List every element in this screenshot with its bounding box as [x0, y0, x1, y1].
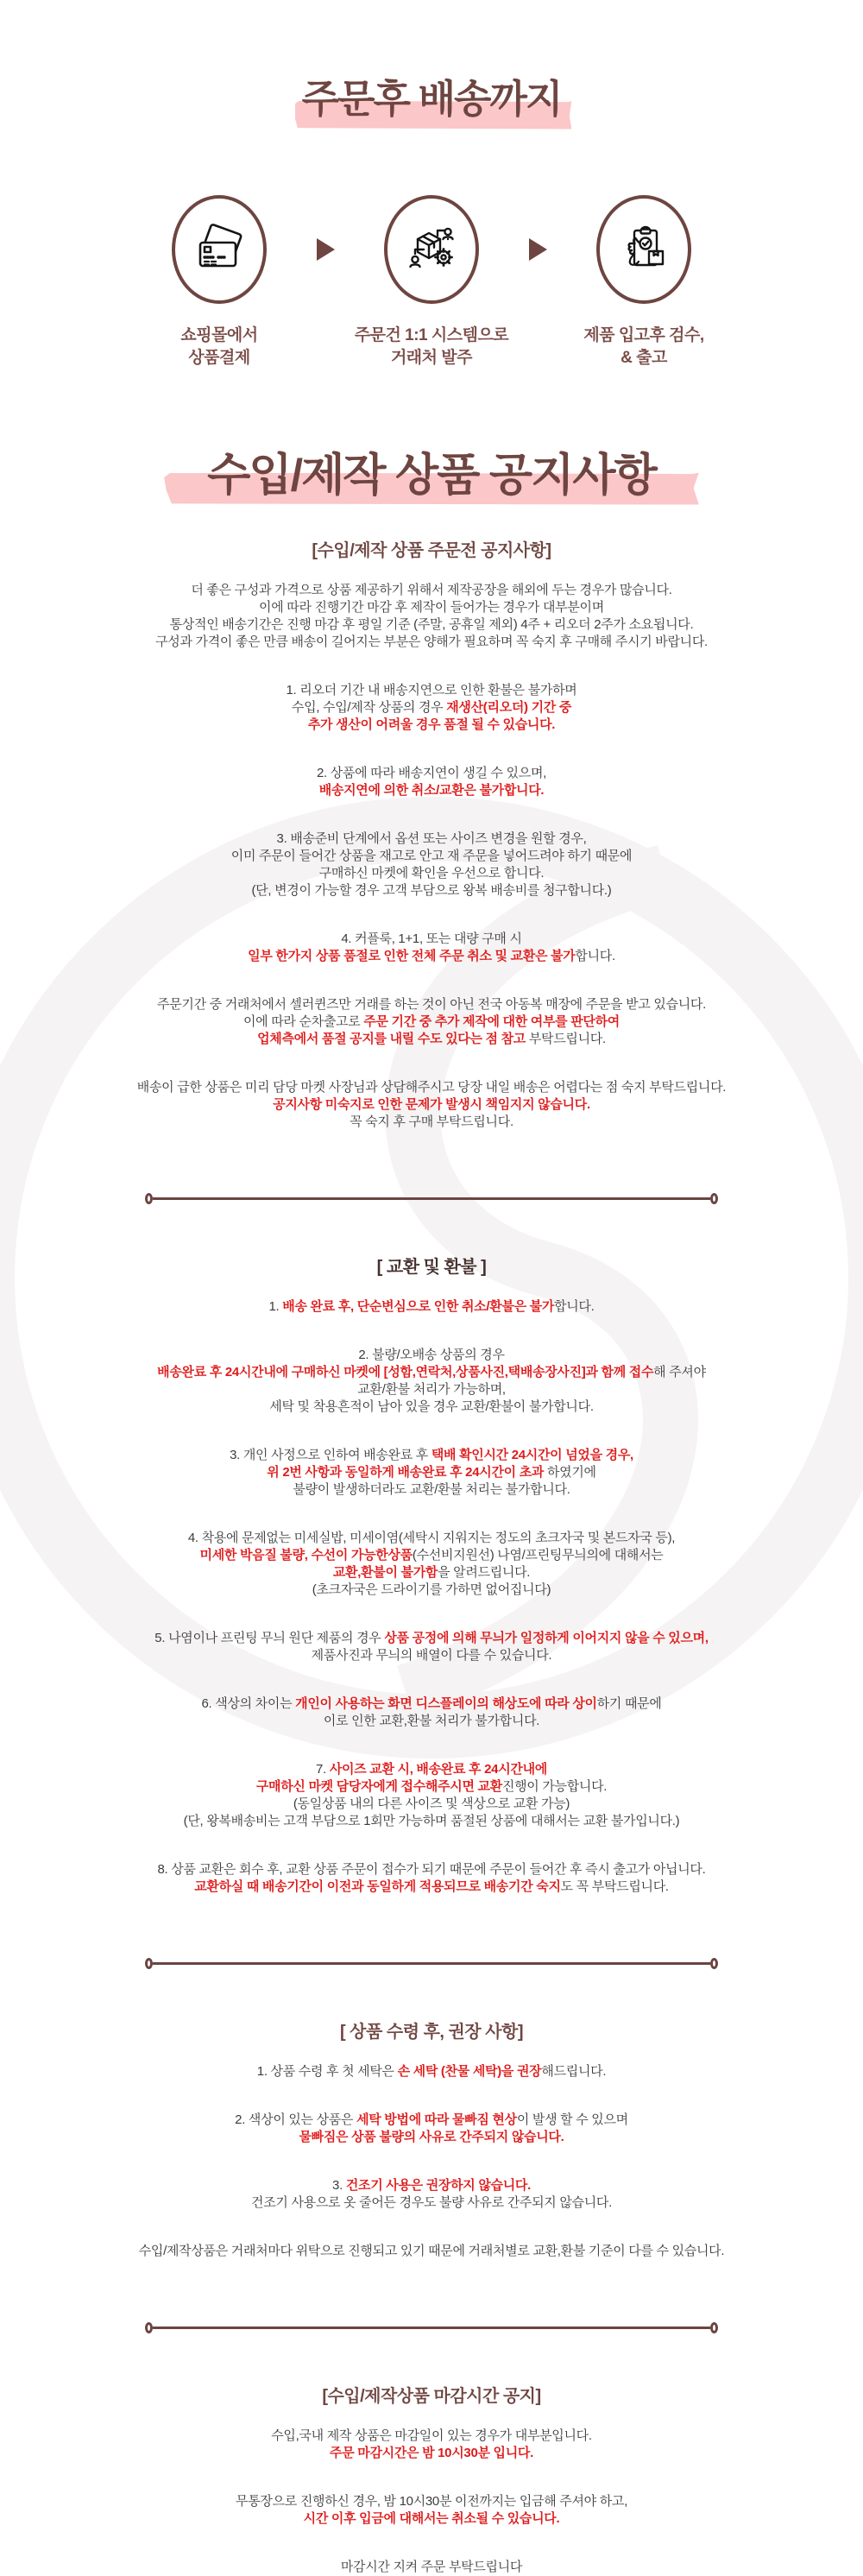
notice-line [35, 717, 828, 734]
red-emphasis-text: 물빠짐은 상품 불량의 사유로 간주되지 않습니다. [299, 2129, 564, 2144]
body-text: 2. 불량/오배송 상품의 경우 [358, 1347, 505, 1362]
body-text: 이에 따라 순차출고로 [243, 1013, 364, 1029]
notice-line [35, 1630, 828, 1647]
notice-paragraph [35, 1761, 828, 1830]
notice-line [35, 1647, 828, 1664]
notice-paragraph [35, 1079, 828, 1131]
red-emphasis-text: 교환,환불이 불가함 [332, 1564, 438, 1580]
notice-line [35, 1013, 828, 1031]
red-emphasis-text: 상품 공정에 의해 무늬가 일정하게 이어지지 않을 수 있으며, [384, 1630, 709, 1645]
notice-line [35, 865, 828, 882]
body-text: 하였기에 [544, 1464, 596, 1480]
notice-line [35, 1582, 828, 1599]
notice-line [35, 2243, 828, 2260]
notice-line [35, 2194, 828, 2212]
notice-line [35, 1114, 828, 1131]
notice-line [35, 1398, 828, 1416]
body-text: 세탁 및 착용흔적이 남아 있을 경우 교환/환불이 불가합니다. [269, 1398, 594, 1414]
notice-line [35, 2063, 828, 2080]
body-text: 6. 색상의 차이는 [201, 1695, 296, 1711]
notice-line [35, 782, 828, 799]
red-emphasis-text: 주문 마감시간은 밤 10시30분 입니다. [330, 2445, 533, 2460]
notice-paragraph [35, 1347, 828, 1416]
notice-line [35, 1564, 828, 1582]
divider-line [153, 1962, 710, 1965]
body-text: 건조기 사용으로 옷 줄어든 경우도 불량 사유로 간주되지 않습니다. [251, 2194, 612, 2210]
notice-paragraph [35, 2559, 828, 2576]
body-text: 수입, 수입/제작 상품의 경우 [291, 699, 447, 715]
notice-line [35, 1878, 828, 1896]
body-text: (동일상품 내의 다른 사이즈 및 색상으로 교환 가능) [293, 1796, 570, 1811]
body-text: 2. 색상이 있는 상품은 [235, 2112, 357, 2127]
body-text: 불량이 발생하더라도 교환/환불 처리는 불가합니다. [293, 1481, 570, 1497]
red-emphasis-text: 공지사항 미숙지로 인한 문제가 발생시 책임지지 않습니다. [273, 1096, 590, 1112]
notice-paragraph [35, 1447, 828, 1499]
notice-line [35, 2493, 828, 2510]
body-text: 배송이 급한 상품은 미리 담당 마켓 사장님과 상담해주시고 당장 내일 배송은 어렵다는 점 숙지 부탁드립니다. [136, 1079, 727, 1095]
notice-line [35, 1530, 828, 1547]
notice-line [35, 582, 828, 599]
body-text: 부탁드립니다. [525, 1031, 606, 1046]
notice-paragraph [35, 1630, 828, 1664]
inspection-shipping-icon [617, 223, 671, 276]
notice-line [35, 1547, 828, 1564]
body-text: 7. [316, 1761, 330, 1777]
body-text: 을 알려드립니다. [438, 1564, 531, 1580]
notice-line [35, 848, 828, 865]
body-text: 꼭 숙지 후 구매 부탁드립니다. [350, 1114, 513, 1129]
body-text: (단, 변경이 가능할 경우 고객 부담으로 왕복 배송비를 청구합니다.) [251, 882, 612, 898]
notice-paragraph [35, 2112, 828, 2146]
notice-line [35, 2559, 828, 2576]
section-heading: [수입/제작 상품 주문전 공지사항] [312, 540, 551, 560]
divider-end-circle [145, 2322, 153, 2333]
notice-paragraph [35, 2428, 828, 2462]
red-emphasis-text: 배송 완료 후, 단순변심으로 인한 취소/환불은 불가 [282, 1298, 555, 1314]
step-circle [384, 195, 479, 304]
notice-line [35, 1364, 828, 1381]
notice-line [35, 1031, 828, 1048]
notice-paragraph [35, 2243, 828, 2260]
body-text: (단, 왕복배송비는 고객 부담으로 1회만 가능하며 품절된 상품에 대해서는 교환 불가입니다.) [183, 1813, 680, 1828]
body-text: 1. 리오더 기간 내 배송지연으로 인한 환불은 불가하며 [286, 682, 577, 698]
body-text: 해 주셔야 [653, 1364, 706, 1380]
notice-line [35, 1347, 828, 1364]
red-emphasis-text: 시간 이후 입금에 대해서는 취소될 수 있습니다. [303, 2510, 560, 2526]
notice-line [35, 2177, 828, 2194]
notice-paragraph [35, 1530, 828, 1599]
order-process-row [0, 195, 863, 369]
body-text: 이로 인한 교환,환불 처리가 불가합니다. [323, 1713, 540, 1728]
notice-line [35, 830, 828, 848]
notice-paragraph [35, 682, 828, 734]
notice-paragraph [35, 1695, 828, 1730]
section-heading: [수입/제작상품 마감시간 공지] [322, 2386, 541, 2406]
notice-line [35, 682, 828, 699]
notice-line [35, 996, 828, 1013]
notice-paragraph [35, 1861, 828, 1896]
section-heading: [ 상품 수령 후, 권장 사항] [339, 2022, 524, 2042]
body-text: 해드립니다. [541, 2063, 607, 2079]
divider-line [153, 1197, 710, 1200]
section-divider [145, 1193, 718, 1204]
notice-line [35, 2129, 828, 2146]
notice-paragraph [35, 582, 828, 651]
section-heading: [ 교환 및 환불 ] [376, 1257, 487, 1277]
body-text: 8. 상품 교환은 회수 후, 교환 상품 주문이 접수가 되기 때문에 주문이 들어간 후 즉시 출고가 아닙니다. [157, 1861, 706, 1877]
body-text: 수입,국내 제작 상품은 마감일이 있는 경우가 대부분입니다. [271, 2428, 592, 2443]
notice-paragraph [35, 1298, 828, 1316]
right-triangle-arrow-icon [529, 238, 547, 261]
divider-end-circle [145, 1958, 153, 1969]
step-circle [596, 195, 691, 304]
notice-line [35, 2112, 828, 2129]
body-text: 주문기간 중 거래처에서 셀러퀸즈만 거래를 하는 것이 아닌 전국 아동복 매장에 주문을 받고 있습니다. [157, 996, 706, 1012]
right-triangle-arrow-icon [317, 238, 335, 261]
section-divider [145, 1958, 718, 1969]
process-step-order-system [335, 195, 529, 369]
body-text: 무통장으로 진행하신 경우, 밤 10시30분 이전까지는 입금해 주셔야 하고, [236, 2493, 627, 2509]
red-emphasis-text: 업체측에서 품절 공지를 내릴 수도 있다는 점 참고 [257, 1031, 526, 1046]
body-text: 합니다. [575, 948, 615, 963]
process-step-inspection [547, 195, 741, 369]
divider-line [153, 2327, 710, 2329]
notice-line [35, 2445, 828, 2462]
body-text: 이미 주문이 들어간 상품을 재고로 안고 재 주문을 넣어드려야 하기 때문에 [230, 848, 633, 863]
notice-line [35, 634, 828, 651]
body-text: 3. 배송준비 단계에서 옵션 또는 사이즈 변경을 원할 경우, [276, 830, 587, 846]
red-emphasis-text: 사이즈 교환 시, 배송완료 후 24시간내에 [329, 1761, 547, 1777]
red-emphasis-text: 건조기 사용은 권장하지 않습니다. [345, 2177, 531, 2193]
notice-line [35, 599, 828, 616]
red-emphasis-text: 세탁 방법에 따라 물빠짐 현상 [356, 2112, 517, 2127]
red-emphasis-text: 교환하실 때 배송기간이 이전과 동일하게 적용되므로 배송기간 숙지 [194, 1878, 561, 1894]
red-emphasis-text: 일부 한가지 상품 품절로 인한 전체 주문 취소 및 교환은 불가 [248, 948, 576, 963]
hero-section-1 [0, 0, 863, 121]
step-label: 주문건 1:1 시스템으로 거래처 발주 [354, 325, 509, 367]
notice-line [35, 1695, 828, 1713]
notice-line [35, 931, 828, 948]
step-label: 쇼핑몰에서 상품결제 [180, 325, 258, 367]
notice-line [35, 1381, 828, 1398]
notice-line [35, 1861, 828, 1878]
body-text: 제품사진과 무늬의 배열이 다를 수 있습니다. [311, 1647, 552, 1663]
notice-line [35, 1796, 828, 1813]
notice-paragraph [35, 2493, 828, 2528]
notice-title: 수입/제작 상품 공지사항 [207, 450, 656, 501]
red-emphasis-text: 주문 기간 중 추가 제작에 대한 여부를 판단하여 [363, 1013, 620, 1029]
order-system-icon [405, 223, 458, 276]
notice-line [35, 2510, 828, 2528]
body-text: 구매하신 마켓에 확인을 우선으로 합니다. [318, 865, 545, 881]
hero-section-2 [0, 452, 863, 500]
step-label: 제품 입고후 검수, & 출고 [583, 325, 704, 367]
body-text: 이 발생 할 수 있으며 [516, 2112, 628, 2127]
notice-line [35, 699, 828, 717]
credit-card-icon [192, 223, 246, 276]
red-emphasis-text: 개인이 사용하는 화면 디스플레이의 해상도에 따라 상이 [295, 1695, 597, 1711]
body-text: 더 좋은 구성과 가격으로 상품 제공하기 위해서 제작공장을 해외에 두는 경우가 많습니다. [191, 582, 672, 597]
notice-line [35, 882, 828, 900]
notice-paragraph [35, 765, 828, 799]
body-text: 1. [268, 1298, 283, 1314]
body-text: 마감시간 지켜 주문 부탁드립니다 [340, 2559, 523, 2574]
body-text: 2. 상품에 따라 배송지연이 생길 수 있으며, [316, 765, 547, 780]
body-text: 4. 착용에 문제없는 미세실밥, 미세이염(세탁시 지워지는 정도의 초크자국 및 본드자국 등), [187, 1530, 676, 1545]
red-emphasis-text: 위 2번 사항과 동일하게 배송완료 후 24시간이 초과 [267, 1464, 545, 1480]
notice-line [35, 1447, 828, 1464]
body-text: 1. 상품 수령 후 첫 세탁은 [256, 2063, 398, 2079]
process-step-payment [123, 195, 317, 369]
red-emphasis-text: 재생산(리오더) 기간 중 [446, 699, 572, 715]
body-text: 교환/환불 처리가 가능하며, [357, 1381, 506, 1397]
red-emphasis-text: 미세한 박음질 불량, 수선이 가능한상품 [199, 1547, 413, 1563]
body-text: 도 꼭 부탁드립니다. [560, 1878, 669, 1894]
body-text: 합니다. [554, 1298, 595, 1314]
body-text: 진행이 가능합니다. [501, 1778, 608, 1794]
notice-line [35, 1464, 828, 1481]
body-text: 3. 개인 사정으로 인하여 배송완료 후 [230, 1447, 432, 1462]
body-text: (수선비지원선) 나염/프린팅무늬의에 대해서는 [412, 1547, 664, 1563]
notice-line [35, 1713, 828, 1730]
red-emphasis-text: 택배 확인시간 24시간이 넘었을 경우, [431, 1447, 633, 1462]
divider-end-circle [710, 2322, 718, 2333]
red-emphasis-text: 손 세탁 (찬물 세탁)을 권장 [397, 2063, 542, 2079]
page-title: 주문후 배송까지 [301, 77, 562, 121]
red-emphasis-text: 배송완료 후 24시간내에 구매하신 마켓에 [성함,연락처,상품사진,택배송장사진]과 함께 접수 [157, 1364, 654, 1380]
body-text: 4. 커플룩, 1+1, 또는 대량 구매 시 [341, 931, 522, 946]
divider-end-circle [710, 1193, 718, 1204]
notice-paragraph [35, 2063, 828, 2080]
body-text: 수입/제작상품은 거래처마다 위탁으로 진행되고 있기 때문에 거래처별로 교환,환불 기준이 다를 수 있습니다. [138, 2243, 725, 2258]
notice-line [35, 1079, 828, 1096]
divider-end-circle [145, 1193, 153, 1204]
notice-paragraph [35, 830, 828, 900]
notice-line [35, 1096, 828, 1114]
notice-paragraph [35, 931, 828, 965]
notice-paragraph [35, 996, 828, 1048]
step-circle [172, 195, 267, 304]
red-emphasis-text: 구매하신 마켓 담당자에게 접수해주시면 교환 [255, 1778, 502, 1794]
notice-line [35, 1813, 828, 1830]
body-text: (초크자국은 드라이기를 가하면 없어집니다) [312, 1582, 551, 1597]
notice-line [35, 616, 828, 634]
body-text: 5. 나염이나 프린팅 무늬 원단 제품의 경우 [154, 1630, 385, 1645]
divider-end-circle [710, 1958, 718, 1969]
notice-paragraph [35, 2177, 828, 2212]
body-text: 3. [332, 2177, 346, 2193]
section-divider [145, 2322, 718, 2333]
body-text: 하기 때문에 [596, 1695, 662, 1711]
red-emphasis-text: 추가 생산이 어려울 경우 품절 될 수 있습니다. [307, 717, 556, 732]
notice-line [35, 1761, 828, 1778]
red-emphasis-text: 배송지연에 의한 취소/교환은 불가합니다. [318, 782, 545, 798]
body-text: 통상적인 배송기간은 진행 마감 후 평일 기준 (주말, 공휴일 제외) 4주 + 리오더 2주가 소요됩니다. [169, 616, 694, 632]
notice-line [35, 1778, 828, 1796]
body-text: 이에 따라 진행기간 마감 후 제작이 들어가는 경우가 대부분이며 [259, 599, 604, 615]
body-text: 구성과 가격이 좋은 만큼 배송이 길어지는 부분은 양해가 필요하며 꼭 숙지 후 구매해 주시기 바랍니다. [155, 634, 708, 649]
notice-line [35, 765, 828, 782]
notice-line [35, 1481, 828, 1499]
notice-flow [35, 536, 828, 2576]
notice-line [35, 1298, 828, 1316]
notice-line [35, 2428, 828, 2445]
notice-line [35, 948, 828, 965]
